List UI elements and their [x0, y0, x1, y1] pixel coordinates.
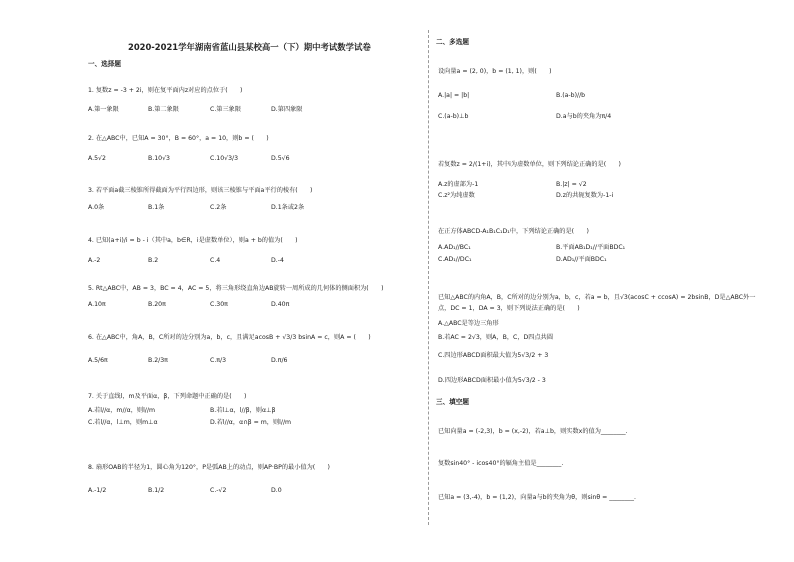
q12-option-a: A.△ABC是等边三角形: [438, 320, 499, 327]
question-1-stem: 1. 复数z = -3 + 2i，则在复平面内z对应的点位于( ): [88, 87, 243, 94]
q12-option-b: B.若AC = 2√3，则A，B，C，D四点共圆: [438, 334, 554, 341]
q3-option-b: B.1条: [148, 204, 165, 211]
question-8-stem: 8. 扇形OAB的半径为1，圆心角为120°，P是弧AB上的动点，则AP·BP的最小值为( ): [88, 464, 330, 471]
right-column: [436, 0, 766, 562]
q8-option-c: C.-√2: [210, 487, 227, 494]
q3-option-d: D.1条或2条: [271, 204, 305, 211]
q7-option-d: D.若l//α，α∩β = m，则l//m: [210, 419, 292, 426]
q5-option-b: B.20π: [148, 301, 166, 308]
q6-option-b: B.2/3π: [148, 357, 168, 364]
q7-option-b: B.若l⊥α，l//β，则α⊥β: [210, 407, 276, 414]
question-12-stem-line1: 已知△ABC的内角A，B，C所对的边分别为a，b，c，若a = b，且√3(acosC + ccosA) = 2bsinB，D是△ABC外一: [438, 294, 756, 301]
q12-option-c: C.四边形ABCD面积最大值为5√3/2 + 3: [438, 352, 549, 359]
column-divider: [428, 30, 429, 525]
q10-option-c: C.z²为纯虚数: [438, 192, 475, 199]
q2-option-d: D.5√6: [271, 155, 290, 162]
question-15: 已知a = (3,-4)，b = (1,2)，向量a与b的夹角为θ，则sinθ = ________.: [438, 494, 636, 501]
question-13: 已知向量a = (-2,3)，b = (x,-2)，若a⊥b，则实数x的值为________.: [438, 428, 628, 435]
q2-option-b: B.10√3: [148, 155, 170, 162]
q9-option-c: C.(a-b)⊥b: [438, 113, 469, 120]
q11-option-a: A.AD₁//BC₁: [438, 244, 471, 251]
section-fill-heading: 三、填空题: [436, 398, 469, 406]
question-9-stem: 设向量a = (2, 0)，b = (1, 1)，则( ): [438, 68, 552, 75]
question-3-stem: 3. 若平面a截三棱锥所得截面为平行四边形，则该三棱锥与平面a平行的棱有( ): [88, 187, 313, 194]
q2-option-c: C.10√3/3: [210, 155, 239, 162]
q9-option-b: B.(a-b)//b: [556, 92, 586, 99]
q4-option-c: C.4: [210, 257, 221, 264]
question-6-stem: 6. 在△ABC中，角A，B，C所对的边分别为a，b，c，且满足acosB + √3/3 bsinA = c，则A = ( ): [88, 334, 371, 341]
q2-option-a: A.5√2: [88, 155, 106, 162]
q11-option-c: C.AD₁//DC₁: [438, 256, 472, 263]
q12-option-d: D.四边形ABCD面积最小值为5√3/2 - 3: [438, 377, 546, 384]
q1-option-d: D.第四象限: [271, 106, 303, 113]
question-7-stem: 7. 关于直线l，m及平面α，β，下列命题中正确的是( ): [88, 393, 247, 400]
question-5-stem: 5. Rt△ABC中，AB = 3，BC = 4，AC = 5，将三角形绕直角边AB旋转一周所成的几何体的侧面积为( ): [88, 285, 384, 292]
q6-option-c: C.π/3: [210, 357, 227, 364]
question-10-stem: 若复数z = 2/(1+i)，其中i为虚数单位，则下列结论正确的是( ): [438, 161, 621, 168]
q1-option-c: C.第三象限: [210, 106, 242, 113]
q4-option-b: B.2: [148, 257, 159, 264]
q8-option-a: A.-1/2: [88, 487, 107, 494]
q6-option-d: D.π/6: [271, 357, 288, 364]
question-14: 复数sin40° - icos40°的辐角主值是________.: [438, 460, 564, 467]
section-multi-heading: 二、多选题: [436, 38, 469, 46]
q10-option-b: B.|z| = √2: [556, 181, 587, 188]
q9-option-d: D.a与b的夹角为π/4: [556, 113, 612, 120]
left-column: [88, 0, 418, 562]
exam-title: 2020-2021学年湖南省蓝山县某校高一（下）期中考试数学试卷: [128, 42, 371, 52]
section-choice-heading: 一、选择题: [88, 60, 121, 68]
question-11-stem: 在正方体ABCD-A₁B₁C₁D₁中，下列结论正确的是( ): [438, 228, 589, 235]
q1-option-a: A.第一象限: [88, 106, 119, 113]
q5-option-a: A.10π: [88, 301, 106, 308]
q9-option-a: A.|a| = |b|: [438, 92, 470, 99]
q5-option-c: C.30π: [210, 301, 228, 308]
q3-option-a: A.0条: [88, 204, 105, 211]
q3-option-c: C.2条: [210, 204, 227, 211]
question-12-stem-line2: 点，DC = 1，DA = 3，则下列说法正确的是( ): [438, 305, 580, 312]
q8-option-b: B.1/2: [148, 487, 165, 494]
q1-option-b: B.第二象限: [148, 106, 179, 113]
q8-option-d: D.0: [271, 487, 282, 494]
q11-option-d: D.AD₁//平面BDC₁: [556, 256, 607, 263]
q4-option-a: A.-2: [88, 257, 101, 264]
q10-option-a: A.z的虚部为-1: [438, 181, 479, 188]
q10-option-d: D.z的共轭复数为-1-i: [556, 192, 614, 199]
q11-option-b: B.平面AB₁D₁//平面BDC₁: [556, 244, 626, 251]
q7-option-a: A.若l//α，m//α，则l//m: [88, 407, 155, 414]
q7-option-c: C.若l//α，l⊥m，则m⊥α: [88, 419, 158, 426]
q4-option-d: D.-4: [271, 257, 284, 264]
question-4-stem: 4. 已知(a+i)/i = b - i（其中a，b∈R，i是虚数单位），则a + b的值为( ): [88, 237, 298, 244]
q6-option-a: A.5/6π: [88, 357, 108, 364]
question-2-stem: 2. 在△ABC中，已知A = 30°，B = 60°，a = 10，则b = ( ): [88, 135, 269, 142]
q5-option-d: D.40π: [271, 301, 290, 308]
